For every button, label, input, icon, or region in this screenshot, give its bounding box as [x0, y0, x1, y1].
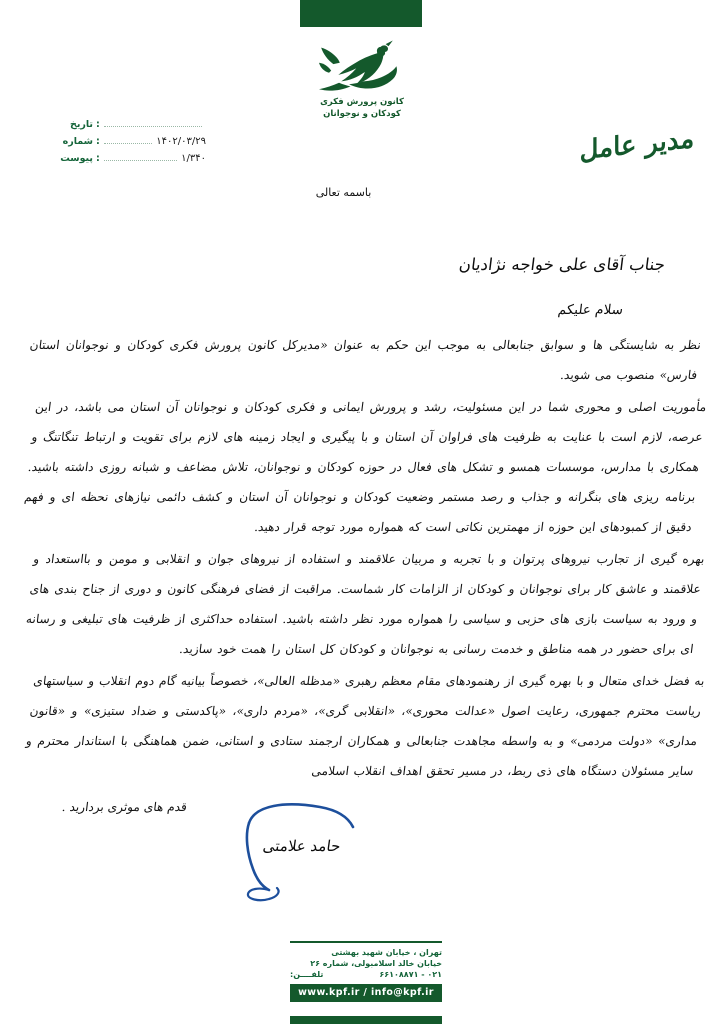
meta-dotted-rule: [104, 118, 202, 127]
meta-colon: :: [96, 119, 100, 130]
logo-org-line-2: کودکان و نوجوانان: [323, 108, 401, 119]
meta-colon: :: [96, 136, 100, 147]
footer-address-line-1: تهران ، خیابان شهید بهشتی: [331, 947, 442, 957]
footer-phone-label: تلفــــن:: [290, 969, 324, 979]
body-paragraph: بهره گیری از تجارب نیروهای پرتوان و با تجربه و مربیان علاقمند و استفاده از نیروهای جوان و انقلابی و مومن و بااستعداد و علاقمند و عاشق کار برای نوجوانان و کودکان از الزامات کار شماست. مراقبت از فضای فرهنگی کانون و دوری از جناح بندی های و ورود به سیاست بازی های حزبی و سیاسی را همواره مورد نظر داشته باشید. استفاده حداکثری از ظرفیت های تبلیغی و رسانه ای برای حضور در همه مناطق و خدمت رسانی به نوجوانان و کودکان کل استان را همت خود سازید.: [25, 552, 706, 656]
meta-row: [46, 152, 206, 169]
signature-block: [215, 795, 400, 905]
footer-website-bar: www.kpf.ir / info@kpf.ir: [290, 984, 442, 1002]
letter-body: [23, 255, 708, 814]
meta-value-number: ۱۴۰۲/۰۳/۲۹: [156, 136, 206, 147]
meta-row: [46, 135, 206, 152]
bird-dove-logo-icon: [319, 38, 405, 96]
addressee-line: جناب آقای علی خواجه نژادیان: [457, 255, 667, 274]
body-paragraph: مأموریت اصلی و محوری شما در این مسئولیت، رشد و پرورش ایمانی و فکری کودکان و نوجوانان آن استان می باشد، در این عرصه، لازم است با عنایت به ظرفیت های فراوان آن استان و با پیگیری و ایجاد زمینه های لازم برای تقویت و ارتباط تنگاتنگ و همکاری با مدارس، موسسات همسو و تشکل های فعال در حوزه کودکان و نوجوانان، تلاش مضاعف و شبانه روزی داشته باشید. برنامه ریزی های بنگرانه و جذاب و رصد مستمر وضعیت کودکان و نوجوانان آن استان و کشف دائمی نیازهای نحظه ای و فهم دقیق از کمبودهای این حوزه از مهمترین نکاتی است که همواره مورد توجه قرار دهید.: [23, 400, 708, 534]
director-stamp: مدیر عامل: [579, 123, 694, 167]
footer-phone-row: [290, 969, 442, 980]
footer-divider: [290, 941, 442, 943]
body-paragraph: به فضل خدای متعال و با بهره گیری از رهنمودهای مقام معظم رهبری «مدظله العالی»، خصوصاً بیانیه گام دوم انقلاب و سیاستهای ریاست محترم جمهوری، رعایت اصول «عدالت محوری»، «انقلابی گری»، «مردم داری»، «پاکدستی و ضداد ستیزی» و «قانون مداری» «دولت مردمی» و به واسطه مجاهدت جنابعالی و همکاران ارجمند ستادی و استانی، ضمن هماهنگی با استاندار محترم و سایر مسئولان دستگاه های ذی ربط، در مسیر تحقق اهداف انقلاب اسلامی: [25, 674, 706, 778]
meta-label-attachment: پیوست: [60, 153, 93, 164]
footer-bottom-bar: [290, 1016, 442, 1024]
closing-line: قدم های موثری بردارید .: [61, 800, 188, 814]
signer-name: حامد علامتی: [261, 837, 342, 855]
meta-colon: :: [96, 153, 100, 164]
footer-address: [290, 947, 442, 980]
letterhead-logo: [306, 38, 418, 119]
logo-org-line-1: کانون پرورش فکری: [320, 97, 404, 107]
meta-value-attachment: ۱/۳۴۰: [181, 153, 206, 164]
basmala-line: باسمه تعالی: [315, 186, 372, 199]
letter-meta-block: [46, 118, 206, 169]
meta-label-date: تاریخ: [69, 119, 93, 130]
meta-dotted-rule: [104, 135, 152, 144]
footer-phone-number: ۶۶۱۰۸۸۷۱ - ۰۲۱: [379, 969, 442, 979]
meta-label-number: شماره: [62, 136, 93, 147]
footer-address-line-2: خیابان خالد اسلامبولی، شماره ۲۶: [310, 958, 442, 968]
meta-row: [46, 118, 206, 135]
meta-dotted-rule: [104, 152, 177, 161]
header-green-bar: [300, 0, 422, 27]
body-paragraph: نظر به شایستگی ها و سوابق جنابعالی به موجب این حکم به عنوان «مدیرکل کانون پرورش فکری کودکان و نوجوانان استان فارس» منصوب می شوید.: [28, 338, 702, 382]
salutation-line: سلام علیکم: [556, 302, 624, 318]
footer-block: [290, 941, 442, 1002]
